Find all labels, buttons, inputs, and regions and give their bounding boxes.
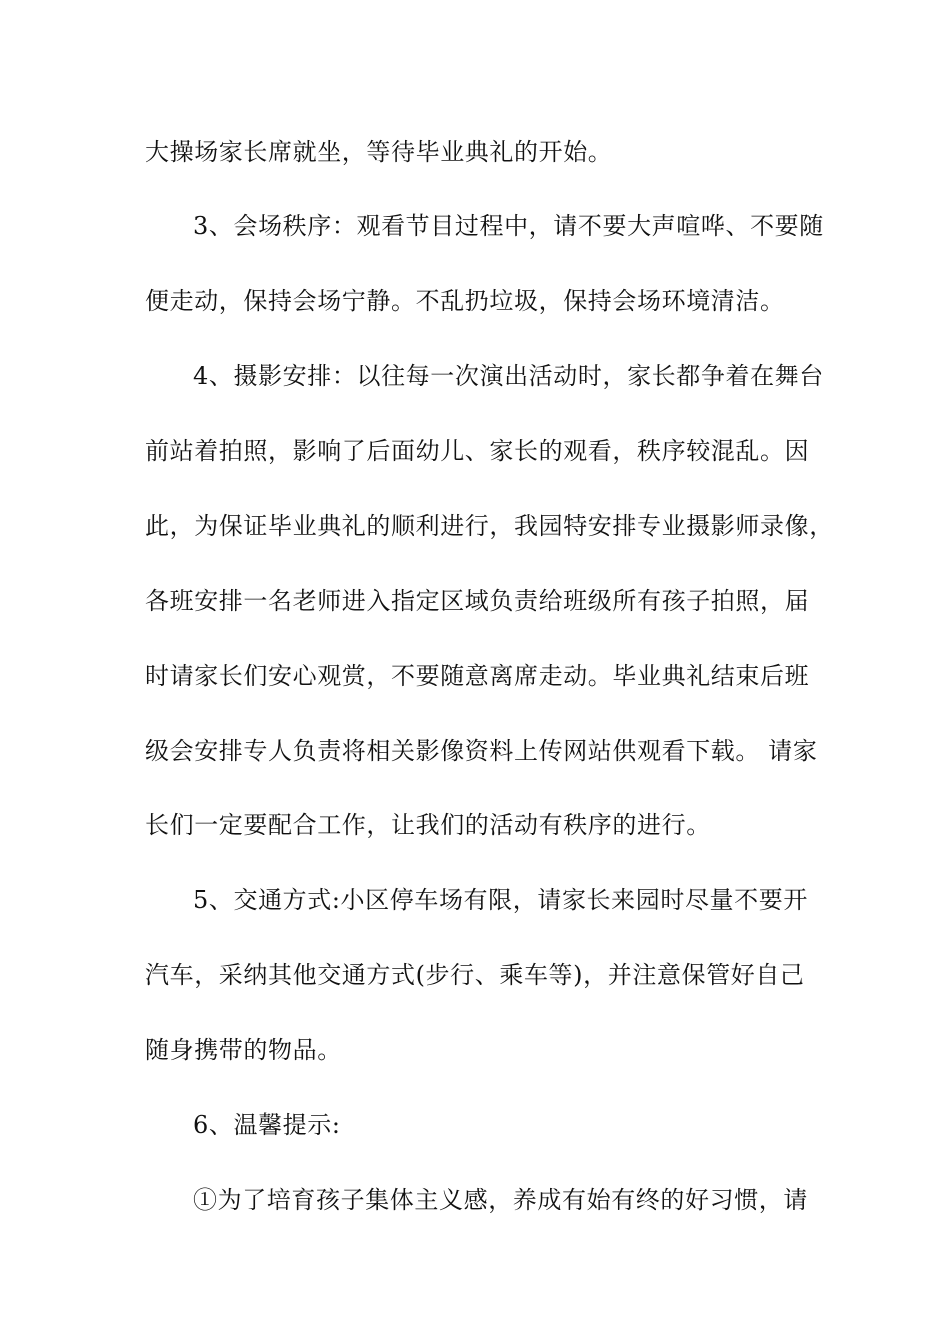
text-line: 便走动，保持会场宁静。不乱扔垃圾，保持会场环境清洁。 xyxy=(145,287,785,315)
text-line: 各班安排一名老师进入指定区域负责给班级所有孩子拍照，届 xyxy=(145,587,810,615)
list-item-1: ①为了培育孩子集体主义感，养成有始有终的好习惯，请 xyxy=(193,1186,808,1214)
paragraph-heading-3: 3、会场秩序：观看节目过程中，请不要大声喧哗、不要随 xyxy=(193,212,824,240)
text-line: 时请家长们安心观赏，不要随意离席走动。毕业典礼结束后班 xyxy=(145,662,810,690)
text-line: 大操场家长席就坐，等待毕业典礼的开始。 xyxy=(145,138,613,166)
text-line: 级会安排专人负责将相关影像资料上传网站供观看下载。 请家 xyxy=(145,737,818,765)
text-line: 汽车，采纳其他交通方式(步行、乘车等)，并注意保管好自己 xyxy=(145,961,805,989)
text-line: 长们一定要配合工作，让我们的活动有秩序的进行。 xyxy=(145,811,711,839)
text-line: 此，为保证毕业典礼的顺利进行，我园特安排专业摄影师录像， xyxy=(145,512,834,540)
paragraph-heading-6: 6、温馨提示: xyxy=(193,1111,341,1139)
text-line: 前站着拍照，影响了后面幼儿、家长的观看，秩序较混乱。因 xyxy=(145,437,810,465)
text-line: 随身携带的物品。 xyxy=(145,1036,342,1064)
paragraph-heading-5: 5、交通方式:小区停车场有限，请家长来园时尽量不要开 xyxy=(193,886,808,914)
paragraph-heading-4: 4、摄影安排：以往每一次演出活动时，家长都争着在舞台 xyxy=(193,362,824,390)
